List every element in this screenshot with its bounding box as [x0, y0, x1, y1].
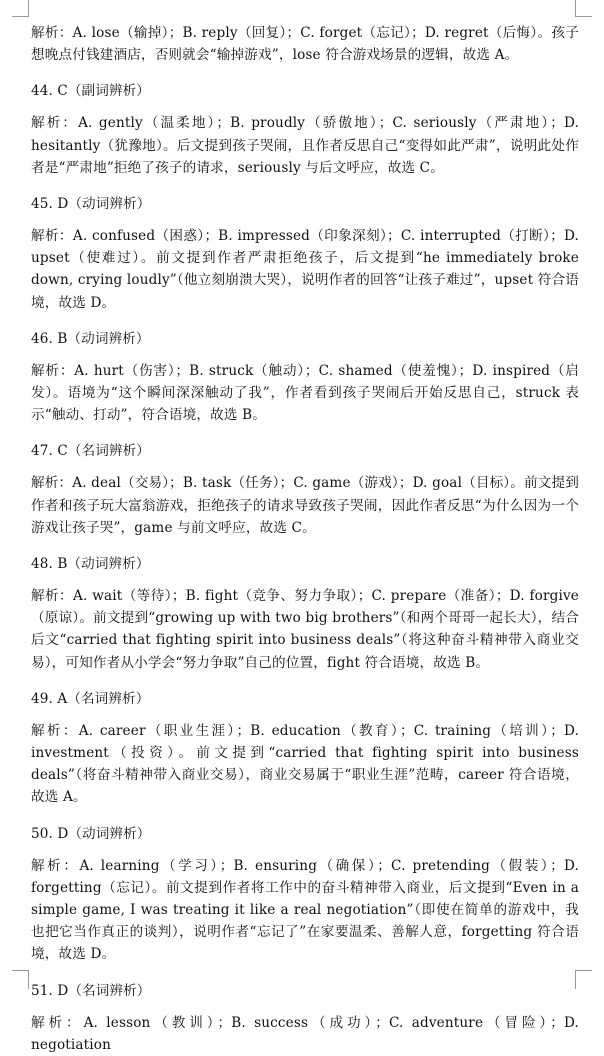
question-heading-46: 46. B（动词辨析） [31, 330, 150, 347]
explanation-51: 解析：A. lesson（教训）；B. success（成功）；C. adventure（冒险）；D. negotiation [31, 1014, 579, 1053]
question-heading-50: 50. D（动词辨析） [31, 825, 151, 842]
margin-corner-top-left [12, 0, 29, 17]
explanation-44: 解析：A. gently（温柔地）；B. proudly（骄傲地）；C. seriously（严肃地）；D. hesitantly（犹豫地）。后文提到孩子哭闹，且作者反思自己“变得如此严肃”，说明此处作者是“严肃地”拒绝了孩子的请求，seriously 与后文呼应，故选 C。 [31, 115, 579, 176]
document-body [31, 22, 579, 1056]
question-heading-48: 48. B（动词辨析） [31, 556, 150, 573]
question-heading-51: 51. D（名词辨析） [31, 982, 151, 999]
explanation-49: 解析：A. career（职业生涯）；B. education（教育）；C. training（培训）；D. investment（投资）。前文提到“carried that fighting spirit into business deals”（将奋斗精神带入商业交易），商业交易属于“职业生涯”范畴，career 符合语境，故选 A。 [31, 722, 579, 806]
explanation-48: 解析：A. wait（等待）；B. fight（竞争、努力争取）；C. prepare（准备）；D. forgive（原谅）。前文提到“growing up with two big brothers”（和两个哥哥一起长大），结合后文“carried that fighting spirit into business deals”（将这种奋斗精神带入商业交易），可知作者从小学会“努力争取”自己的位置，fight 符合语境，故选 B。 [31, 588, 579, 671]
explanation-50: 解析：A. learning（学习）；B. ensuring（确保）；C. pretending（假装）；D. forgetting（忘记）。前文提到作者将工作中的奋斗精神带入商业，后文提到“Even in a simple game, I was treating it like a real negotiation”（即使在简单的游戏中，我也把它当作真正的谈判），说明作者“忘记了”在家要温柔、善解人意，forgetting 符合语境，故选 D。 [31, 857, 579, 963]
question-heading-45: 45. D（动词辨析） [31, 196, 151, 213]
explanation-43: 解析：A. lose（输掉）；B. reply（回复）；C. forget（忘记）；D. regret（后悔）。孩子想晚点付钱建酒店，否则就会“输掉游戏”，lose 符合游戏场景的逻辑，故选 A。 [31, 25, 579, 64]
question-heading-49: 49. A（名词辨析） [31, 690, 150, 707]
explanation-45: 解析：A. confused（困惑）；B. impressed（印象深刻）；C. interrupted（打断）；D. upset（使难过）。前文提到作者严肃拒绝孩子，后文提到“he immediately broke down, crying loudly”（他立刻崩溃大哭），说明作者的回答“让孩子难过”，upset 符合语境，故选 D。 [31, 228, 579, 311]
margin-corner-bottom-left [12, 970, 29, 989]
explanation-47: 解析：A. deal（交易）；B. task（任务）；C. game（游戏）；D. goal（目标）。前文提到作者和孩子玩大富翁游戏，拒绝孩子的请求导致孩子哭闹，因此作者反思“为什么因为一个游戏让孩子哭”，game 与前文呼应，故选 C。 [31, 475, 579, 536]
explanation-46: 解析：A. hurt（伤害）；B. struck（触动）；C. shamed（使羞愧）；D. inspired（启发）。语境为“这个瞬间深深触动了我”，作者看到孩子哭闹后开始反思自己，struck 表示“触动、打动”，符合语境，故选 B。 [31, 362, 579, 424]
margin-corner-top-right [575, 0, 592, 17]
question-heading-44: 44. C（副词辨析） [31, 83, 151, 100]
question-heading-47: 47. C（名词辨析） [31, 443, 151, 460]
